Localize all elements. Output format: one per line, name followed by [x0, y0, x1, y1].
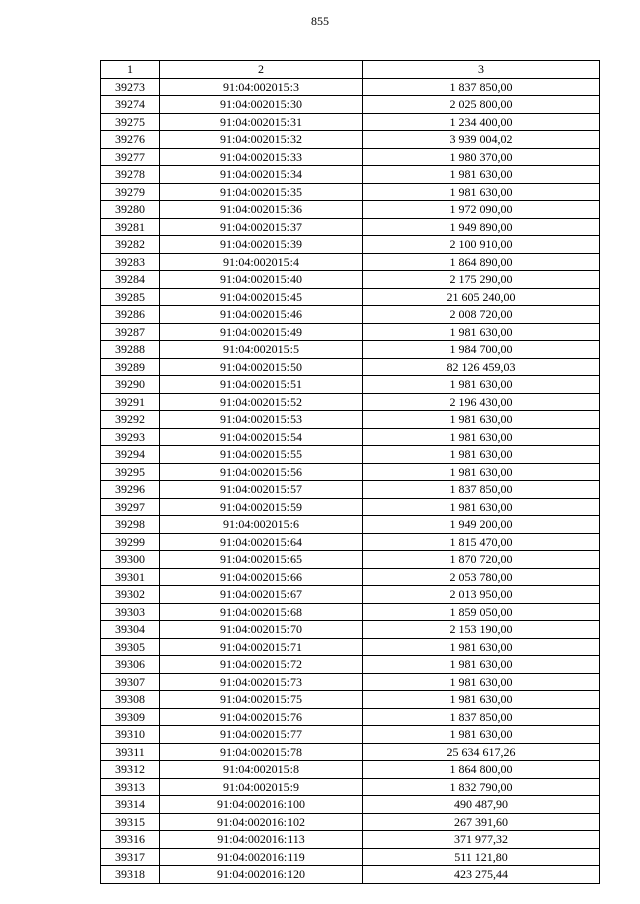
row-number-cell: 39290 — [101, 376, 160, 394]
row-number-cell: 39288 — [101, 341, 160, 359]
cadastral-number-cell: 91:04:002016:100 — [160, 796, 363, 814]
table-row — [101, 656, 600, 674]
cadastral-number-cell: 91:04:002015:34 — [160, 166, 363, 184]
cadastral-number-cell: 91:04:002015:78 — [160, 743, 363, 761]
value-cell: 1 981 630,00 — [363, 726, 600, 744]
row-number-cell: 39277 — [101, 148, 160, 166]
row-number-cell: 39296 — [101, 481, 160, 499]
row-number-cell: 39300 — [101, 551, 160, 569]
row-number-cell: 39302 — [101, 586, 160, 604]
value-cell: 2 175 290,00 — [363, 271, 600, 289]
value-cell: 423 275,44 — [363, 866, 600, 884]
value-cell: 1 949 200,00 — [363, 516, 600, 534]
value-cell: 1 981 630,00 — [363, 411, 600, 429]
value-cell: 2 025 800,00 — [363, 96, 600, 114]
value-cell: 1 981 630,00 — [363, 166, 600, 184]
value-cell: 1 981 630,00 — [363, 673, 600, 691]
value-cell: 3 939 004,02 — [363, 131, 600, 149]
value-cell: 1 981 630,00 — [363, 446, 600, 464]
table-row — [101, 726, 600, 744]
value-cell: 1 864 890,00 — [363, 253, 600, 271]
table-row — [101, 446, 600, 464]
value-cell: 1 972 090,00 — [363, 201, 600, 219]
row-number-cell: 39301 — [101, 568, 160, 586]
table-row — [101, 743, 600, 761]
row-number-cell: 39287 — [101, 323, 160, 341]
row-number-cell: 39303 — [101, 603, 160, 621]
column-header-1: 1 — [101, 61, 160, 79]
value-cell: 21 605 240,00 — [363, 288, 600, 306]
value-cell: 2 013 950,00 — [363, 586, 600, 604]
row-number-cell: 39285 — [101, 288, 160, 306]
cadastral-number-cell: 91:04:002016:113 — [160, 831, 363, 849]
table-row — [101, 341, 600, 359]
cadastral-number-cell: 91:04:002015:35 — [160, 183, 363, 201]
table-row — [101, 113, 600, 131]
row-number-cell: 39299 — [101, 533, 160, 551]
table-row — [101, 393, 600, 411]
row-number-cell: 39318 — [101, 866, 160, 884]
row-number-cell: 39284 — [101, 271, 160, 289]
cadastral-number-cell: 91:04:002015:71 — [160, 638, 363, 656]
value-cell: 2 100 910,00 — [363, 236, 600, 254]
cadastral-number-cell: 91:04:002015:39 — [160, 236, 363, 254]
row-number-cell: 39316 — [101, 831, 160, 849]
cadastral-number-cell: 91:04:002015:33 — [160, 148, 363, 166]
row-number-cell: 39304 — [101, 621, 160, 639]
row-number-cell: 39282 — [101, 236, 160, 254]
table-row — [101, 183, 600, 201]
value-cell: 1 837 850,00 — [363, 708, 600, 726]
table-row — [101, 621, 600, 639]
table-row — [101, 481, 600, 499]
value-cell: 1 981 630,00 — [363, 691, 600, 709]
row-number-cell: 39306 — [101, 656, 160, 674]
table-row — [101, 411, 600, 429]
row-number-cell: 39308 — [101, 691, 160, 709]
row-number-cell: 39286 — [101, 306, 160, 324]
table-row — [101, 376, 600, 394]
cadastral-number-cell: 91:04:002015:70 — [160, 621, 363, 639]
table-row — [101, 218, 600, 236]
row-number-cell: 39317 — [101, 848, 160, 866]
cadastral-number-cell: 91:04:002015:55 — [160, 446, 363, 464]
table-row — [101, 201, 600, 219]
value-cell: 1 981 630,00 — [363, 498, 600, 516]
cadastral-number-cell: 91:04:002015:31 — [160, 113, 363, 131]
row-number-cell: 39294 — [101, 446, 160, 464]
row-number-cell: 39278 — [101, 166, 160, 184]
registry-table — [100, 60, 600, 884]
cadastral-number-cell: 91:04:002015:46 — [160, 306, 363, 324]
cadastral-number-cell: 91:04:002015:32 — [160, 131, 363, 149]
table-row — [101, 568, 600, 586]
cadastral-number-cell: 91:04:002015:54 — [160, 428, 363, 446]
table-row — [101, 148, 600, 166]
cadastral-number-cell: 91:04:002015:45 — [160, 288, 363, 306]
row-number-cell: 39276 — [101, 131, 160, 149]
cadastral-number-cell: 91:04:002015:9 — [160, 778, 363, 796]
value-cell: 1 832 790,00 — [363, 778, 600, 796]
cadastral-number-cell: 91:04:002015:36 — [160, 201, 363, 219]
header-row — [101, 61, 600, 79]
value-cell: 1 981 630,00 — [363, 638, 600, 656]
row-number-cell: 39307 — [101, 673, 160, 691]
table-row — [101, 236, 600, 254]
table-row — [101, 831, 600, 849]
cadastral-number-cell: 91:04:002015:8 — [160, 761, 363, 779]
value-cell: 1 837 850,00 — [363, 481, 600, 499]
table-row — [101, 673, 600, 691]
value-cell: 1 981 630,00 — [363, 463, 600, 481]
cadastral-number-cell: 91:04:002015:65 — [160, 551, 363, 569]
cadastral-number-cell: 91:04:002015:3 — [160, 78, 363, 96]
cadastral-number-cell: 91:04:002015:59 — [160, 498, 363, 516]
table-row — [101, 358, 600, 376]
value-cell: 2 153 190,00 — [363, 621, 600, 639]
row-number-cell: 39275 — [101, 113, 160, 131]
cadastral-number-cell: 91:04:002015:52 — [160, 393, 363, 411]
table-row — [101, 288, 600, 306]
value-cell: 82 126 459,03 — [363, 358, 600, 376]
table-row — [101, 848, 600, 866]
cadastral-number-cell: 91:04:002015:77 — [160, 726, 363, 744]
table-row — [101, 253, 600, 271]
value-cell: 1 981 630,00 — [363, 323, 600, 341]
row-number-cell: 39273 — [101, 78, 160, 96]
row-number-cell: 39293 — [101, 428, 160, 446]
column-header-3: 3 — [363, 61, 600, 79]
row-number-cell: 39312 — [101, 761, 160, 779]
value-cell: 1 981 630,00 — [363, 428, 600, 446]
cadastral-number-cell: 91:04:002015:6 — [160, 516, 363, 534]
cadastral-number-cell: 91:04:002015:4 — [160, 253, 363, 271]
row-number-cell: 39313 — [101, 778, 160, 796]
value-cell: 1 870 720,00 — [363, 551, 600, 569]
table-row — [101, 533, 600, 551]
table-row — [101, 813, 600, 831]
value-cell: 267 391,60 — [363, 813, 600, 831]
table-row — [101, 516, 600, 534]
cadastral-number-cell: 91:04:002015:57 — [160, 481, 363, 499]
table-row — [101, 96, 600, 114]
value-cell: 1 864 800,00 — [363, 761, 600, 779]
table-row — [101, 306, 600, 324]
row-number-cell: 39279 — [101, 183, 160, 201]
row-number-cell: 39310 — [101, 726, 160, 744]
value-cell: 511 121,80 — [363, 848, 600, 866]
table-row — [101, 131, 600, 149]
row-number-cell: 39309 — [101, 708, 160, 726]
row-number-cell: 39297 — [101, 498, 160, 516]
value-cell: 2 008 720,00 — [363, 306, 600, 324]
cadastral-number-cell: 91:04:002015:66 — [160, 568, 363, 586]
value-cell: 1 981 630,00 — [363, 656, 600, 674]
cadastral-number-cell: 91:04:002015:30 — [160, 96, 363, 114]
table-row — [101, 498, 600, 516]
cadastral-number-cell: 91:04:002016:119 — [160, 848, 363, 866]
table-row — [101, 796, 600, 814]
table-row — [101, 78, 600, 96]
value-cell: 2 196 430,00 — [363, 393, 600, 411]
table-row — [101, 551, 600, 569]
table-row — [101, 323, 600, 341]
table-row — [101, 866, 600, 884]
row-number-cell: 39281 — [101, 218, 160, 236]
row-number-cell: 39280 — [101, 201, 160, 219]
cadastral-number-cell: 91:04:002015:40 — [160, 271, 363, 289]
row-number-cell: 39314 — [101, 796, 160, 814]
value-cell: 1 815 470,00 — [363, 533, 600, 551]
row-number-cell: 39298 — [101, 516, 160, 534]
value-cell: 1 837 850,00 — [363, 78, 600, 96]
table-row — [101, 761, 600, 779]
value-cell: 1 980 370,00 — [363, 148, 600, 166]
row-number-cell: 39274 — [101, 96, 160, 114]
table-row — [101, 778, 600, 796]
row-number-cell: 39292 — [101, 411, 160, 429]
table-body — [101, 78, 600, 883]
cadastral-number-cell: 91:04:002015:75 — [160, 691, 363, 709]
value-cell: 25 634 617,26 — [363, 743, 600, 761]
table-row — [101, 428, 600, 446]
cadastral-number-cell: 91:04:002016:102 — [160, 813, 363, 831]
value-cell: 1 234 400,00 — [363, 113, 600, 131]
cadastral-number-cell: 91:04:002015:50 — [160, 358, 363, 376]
cadastral-number-cell: 91:04:002015:56 — [160, 463, 363, 481]
table-row — [101, 586, 600, 604]
cadastral-number-cell: 91:04:002015:64 — [160, 533, 363, 551]
table-header — [101, 61, 600, 79]
row-number-cell: 39283 — [101, 253, 160, 271]
cadastral-number-cell: 91:04:002015:37 — [160, 218, 363, 236]
table-row — [101, 638, 600, 656]
cadastral-number-cell: 91:04:002015:72 — [160, 656, 363, 674]
value-cell: 371 977,32 — [363, 831, 600, 849]
value-cell: 1 859 050,00 — [363, 603, 600, 621]
page-number: 855 — [311, 14, 329, 28]
row-number-cell: 39315 — [101, 813, 160, 831]
row-number-cell: 39289 — [101, 358, 160, 376]
cadastral-number-cell: 91:04:002016:120 — [160, 866, 363, 884]
table-row — [101, 166, 600, 184]
row-number-cell: 39291 — [101, 393, 160, 411]
column-header-2: 2 — [160, 61, 363, 79]
table-row — [101, 463, 600, 481]
cadastral-number-cell: 91:04:002015:49 — [160, 323, 363, 341]
value-cell: 2 053 780,00 — [363, 568, 600, 586]
cadastral-number-cell: 91:04:002015:5 — [160, 341, 363, 359]
value-cell: 1 981 630,00 — [363, 376, 600, 394]
cadastral-number-cell: 91:04:002015:76 — [160, 708, 363, 726]
table-row — [101, 603, 600, 621]
row-number-cell: 39305 — [101, 638, 160, 656]
row-number-cell: 39311 — [101, 743, 160, 761]
table-row — [101, 271, 600, 289]
table-row — [101, 708, 600, 726]
value-cell: 490 487,90 — [363, 796, 600, 814]
cadastral-number-cell: 91:04:002015:51 — [160, 376, 363, 394]
cadastral-number-cell: 91:04:002015:68 — [160, 603, 363, 621]
value-cell: 1 984 700,00 — [363, 341, 600, 359]
table-row — [101, 691, 600, 709]
cadastral-number-cell: 91:04:002015:73 — [160, 673, 363, 691]
cadastral-number-cell: 91:04:002015:67 — [160, 586, 363, 604]
cadastral-number-cell: 91:04:002015:53 — [160, 411, 363, 429]
value-cell: 1 981 630,00 — [363, 183, 600, 201]
value-cell: 1 949 890,00 — [363, 218, 600, 236]
row-number-cell: 39295 — [101, 463, 160, 481]
